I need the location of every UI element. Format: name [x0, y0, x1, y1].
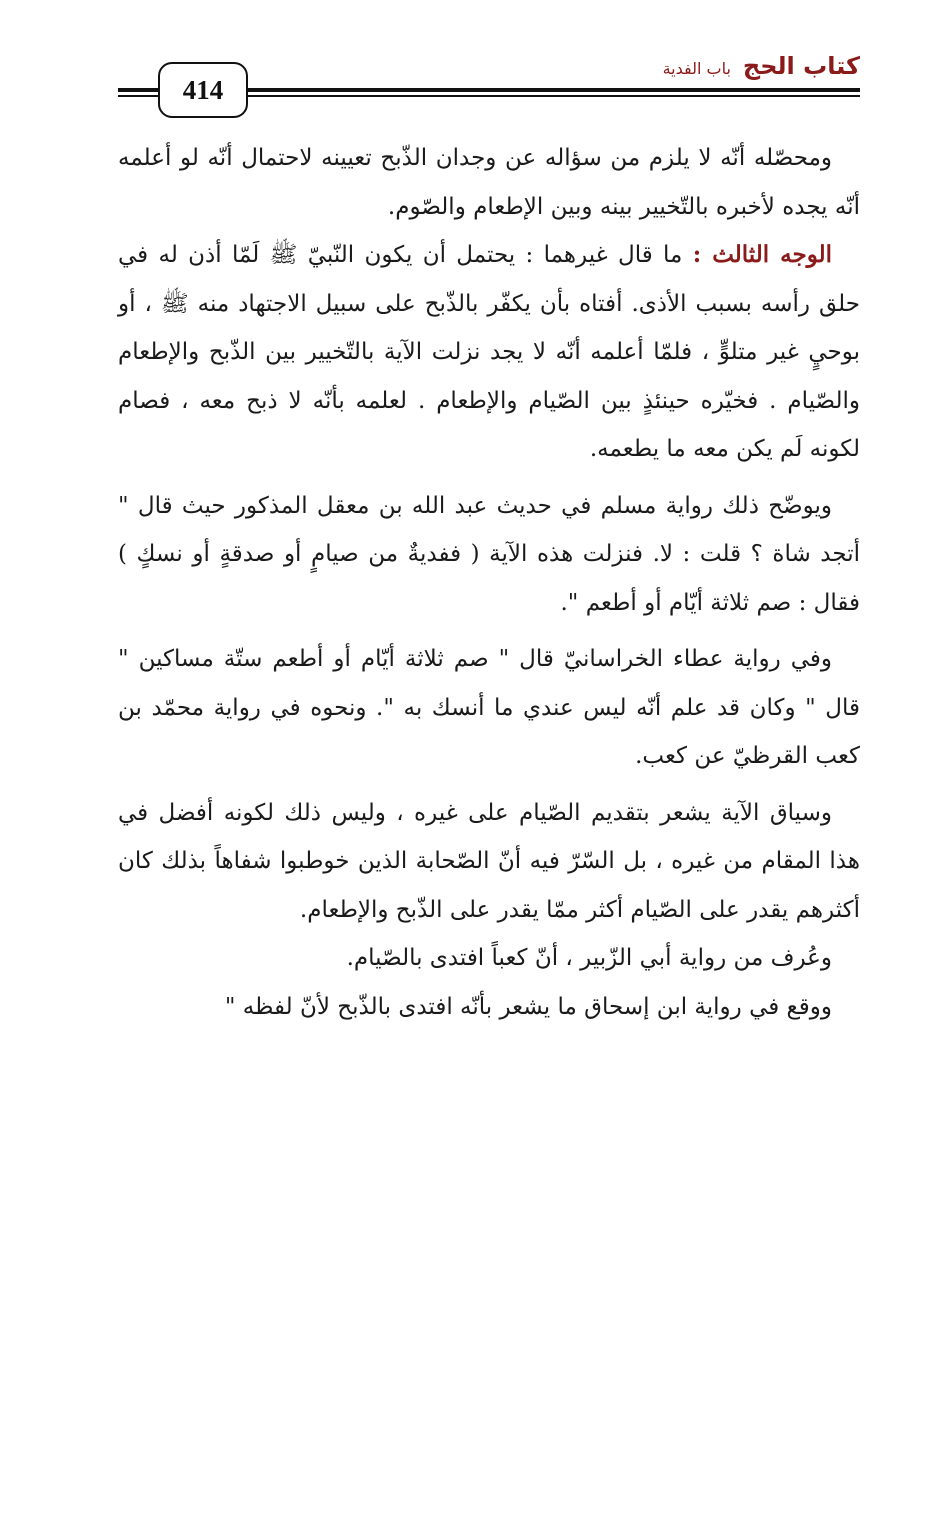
paragraph-7: ووقع في رواية ابن إسحاق ما يشعر بأنّه افتدى بالذّبح لأنّ لفظه " [224, 993, 832, 1020]
paragraph-4: وفي رواية عطاء الخراسانيّ قال " صم ثلاثة أيّام أو أطعم ستّة مساكين " قال " وكان قد علم أنّه ليس عندي ما أنسك به ". ونحوه في رواية محمّد بن كعب القرظيّ عن كعب. [118, 646, 860, 769]
paragraph-1: ومحصّله أنّه لا يلزم من سؤاله عن وجدان الذّبح تعيينه لاحتمال أنّه لو أعلمه أنّه يجده لأخبره بالتّخيير بينه وبين الإطعام والصّوم. [118, 145, 860, 220]
paragraph-2-text: ما قال غيرهما : يحتمل أن يكون النّبيّ ﷺ لَمّا أذن له في حلق رأسه بسبب الأذى. أفتاه بأن يكفّر بالذّبح على سبيل الاجتهاد منه ﷺ ، أو بوحيٍ غير متلوٍّ ، فلمّا أعلمه أنّه لا يجد نزلت الآية بالتّخيير بين الذّبح والإطعام والصّيام . فخيّره حينئذٍ بين الصّيام والإطعام . لعلمه بأنّه لا ذبح معه ، فصام لكونه لَم يكن معه ما يطعمه. [118, 242, 860, 462]
chapter-title: باب الفدية [662, 59, 731, 78]
page-number-box [158, 62, 248, 118]
page-body [118, 134, 860, 1031]
page-header [118, 52, 860, 122]
paragraph-2 [118, 231, 860, 474]
header-titles [663, 52, 860, 80]
section-label-third-aspect: الوجه الثالث : [692, 241, 832, 268]
paragraph-6: وعُرف من رواية أبي الزّبير ، أنّ كعباً افتدى بالصّيام. [346, 945, 832, 971]
paragraph-3: ويوضّح ذلك رواية مسلم في حديث عبد الله بن معقل المذكور حيث قال " أتجد شاة ؟ قلت : لا. فنزلت هذه الآية ( ففديةٌ من صيامٍ أو صدقةٍ أو نسكٍ ) فقال : صم ثلاثة أيّام أو أطعم ". [118, 492, 860, 616]
paragraph-5: وسياق الآية يشعر بتقديم الصّيام على غيره ، وليس ذلك لكونه أفضل في هذا المقام من غيره ، بل السّرّ فيه أنّ الصّحابة الذين خوطبوا شفاهاً بذلك كان أكثرهم يقدر على الصّيام أكثر ممّا يقدر على الذّبح والإطعام. [118, 799, 860, 923]
book-title: كتاب الحج [742, 52, 860, 80]
page-number: 414 [182, 74, 224, 105]
